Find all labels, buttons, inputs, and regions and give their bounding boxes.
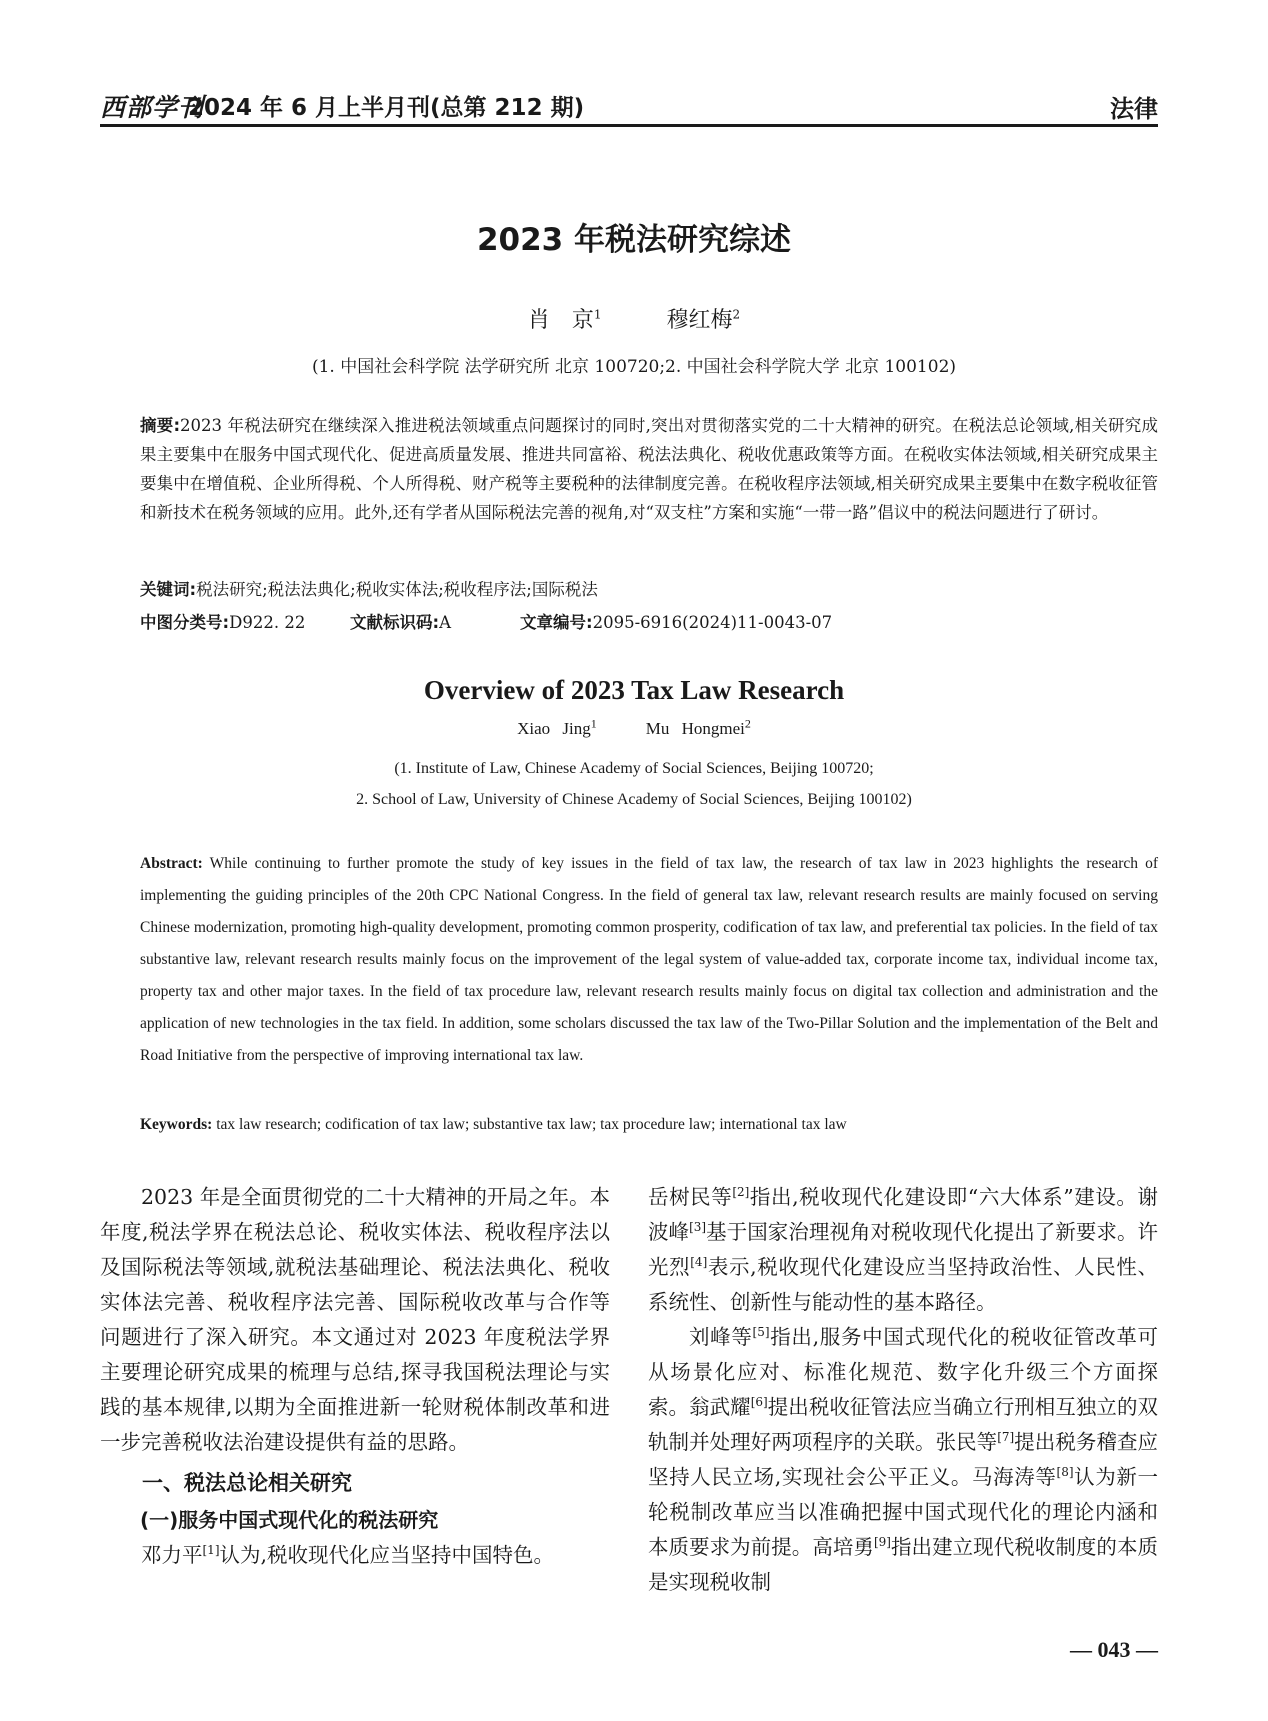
- body-paragraph-1: 邓力平[1]认为,税收现代化应当坚持中国特色。: [141, 1543, 555, 1567]
- citation: [3]: [689, 1220, 707, 1235]
- intro-paragraph: 2023 年是全面贯彻党的二十大精神的开局之年。本年度,税法学界在税法总论、税收实体法、税收程序法以及国际税法等领域,就税法基础理论、税法法典化、税收实体法完善、税收程序法完善、国际税收改革与合作等问题进行了深入研究。本文通过对 2023 年度税法学界主要理论研究成果的梳理与总结,探寻我国税法理论与实践的基本规律,以期为全面推进新一轮财税体制改革和进一步完善税收法治建设提供有益的思路。: [100, 1185, 610, 1454]
- keywords-en: [140, 1110, 1158, 1140]
- body-column-right: [648, 1180, 1158, 1600]
- subsection-heading-1: (一)服务中国式现代化的税法研究: [140, 1508, 439, 1532]
- issue-info: 2024 年 6 月上半月刊(总第 212 期): [188, 95, 585, 121]
- keywords-cn-label: 关键词:: [140, 580, 197, 599]
- authors-cn: [0, 303, 1268, 334]
- section-label: 法律: [1110, 95, 1158, 123]
- article-title-cn: 2023 年税法研究综述: [476, 222, 792, 258]
- author-cn-1: 肖 京: [527, 308, 594, 333]
- keywords-en-text: tax law research; codification of tax law; substantive tax law; tax procedure law; international tax law: [216, 1116, 847, 1133]
- abstract-cn-label: 摘要:: [140, 416, 181, 435]
- author-en-2: Mu Hongmei: [645, 719, 745, 738]
- author-en-1: Xiao Jing: [517, 719, 591, 738]
- affiliation-en-2: 2. School of Law, University of Chinese Academy of Social Sciences, Beijing 100102): [356, 791, 912, 808]
- citation: [4]: [690, 1255, 708, 1270]
- citation: [5]: [752, 1325, 770, 1340]
- body-paragraph-3: 刘峰等[5]指出,服务中国式现代化的税收征管改革可从场景化应对、标准化规范、数字化升级三个方面探索。翁武耀[6]提出税收征管法应当确立行刑相互独立的双轨制并处理好两项程序的关联。张民等[7]提出税务稽查应坚持人民立场,实现社会公平正义。马海涛等[8]认为新一轮税制改革应当以准确把握中国式现代化的理论内涵和本质要求为前提。高培勇[9]指出建立现代税收制度的本质是实现税收制: [648, 1325, 1159, 1594]
- abstract-en: [140, 848, 1158, 1072]
- abstract-cn: [140, 411, 1158, 527]
- citation: [7]: [997, 1430, 1015, 1445]
- affiliations-cn: (1. 中国社会科学院 法学研究所 北京 100720;2. 中国社会科学院大学 北京 100102): [311, 357, 957, 377]
- author-en-2-affil: 2: [744, 716, 751, 731]
- section-heading-1: 一、税法总论相关研究: [142, 1471, 352, 1495]
- keywords-cn: [140, 575, 1158, 604]
- article-title-en: Overview of 2023 Tax Law Research: [423, 675, 845, 705]
- citation: [6]: [750, 1395, 768, 1410]
- author-en-1-affil: 1: [590, 716, 597, 731]
- citation: [8]: [1056, 1465, 1074, 1480]
- journal-name: 西部学刊: [100, 93, 205, 122]
- author-cn-1-affil: 1: [593, 307, 602, 322]
- abstract-en-text: While continuing to further promote the study of key issues in the field of tax law, the research of tax law in 2023 highlights the research of implementing the guiding principles of the 20th CPC National Congress. In the field of general tax law, relevant research results are mainly focused on serving Chinese modernization, promoting high-quality development, promoting common prosperity, codification of tax law, and preferential tax policies. In the field of tax substantive law, relevant research results mainly focus on the improvement of the legal system of value-added tax, corporate income tax, individual income tax, property tax and other major taxes. In the field of tax procedure law, relevant research results mainly focus on digital tax collection and administration and the application of new technologies in the tax field. In addition, some scholars discussed the tax law of the Two-Pillar Solution and the implementation of the Belt and Road Initiative from the perspective of improving international tax law.: [140, 855, 1158, 1064]
- body-column-left: [100, 1180, 610, 1573]
- running-header: [100, 88, 1158, 127]
- citation: [1]: [202, 1543, 220, 1558]
- abstract-en-label: Abstract:: [140, 855, 203, 872]
- body-paragraph-2: 岳树民等[2]指出,税收现代化建设即“六大体系”建设。谢波峰[3]基于国家治理视角对税收现代化提出了新要求。许光烈[4]表示,税收现代化建设应当坚持政治性、人民性、系统性、创新性与能动性的基本路径。: [648, 1185, 1159, 1314]
- authors-en: [0, 716, 1268, 739]
- abstract-cn-text: 2023 年税法研究在继续深入推进税法领域重点问题探讨的同时,突出对贯彻落实党的二十大精神的研究。在税法总论领域,相关研究成果主要集中在服务中国式现代化、促进高质量发展、推进共同富裕、税法法典化、税收优惠政策等方面。在税收实体法领域,相关研究成果主要集中在增值税、企业所得税、个人所得税、财产税等主要税种的法律制度完善。在税收程序法领域,相关研究成果主要集中在数字税收征管和新技术在税务领域的应用。此外,还有学者从国际税法完善的视角,对“双支柱”方案和实施“一带一路”倡议中的税法问题进行了研讨。: [140, 416, 1158, 522]
- citation: [9]: [873, 1535, 891, 1550]
- citation: [2]: [732, 1185, 750, 1200]
- doc-code: 文献标识码:A: [350, 613, 452, 632]
- article-number: 文章编号:2095-6916(2024)11-0043-07: [520, 613, 833, 632]
- affiliations-en: [0, 753, 1268, 815]
- keywords-cn-text: 税法研究;税法法典化;税收实体法;税收程序法;国际税法: [196, 580, 598, 599]
- page-number: — 043 —: [1070, 1637, 1158, 1662]
- author-cn-2: 穆红梅: [666, 308, 733, 333]
- affiliation-en-1: (1. Institute of Law, Chinese Academy of Social Sciences, Beijing 100720;: [394, 760, 874, 777]
- keywords-en-label: Keywords:: [140, 1116, 213, 1133]
- clc-code: 中图分类号:D922. 22: [140, 613, 306, 632]
- author-cn-2-affil: 2: [732, 307, 741, 322]
